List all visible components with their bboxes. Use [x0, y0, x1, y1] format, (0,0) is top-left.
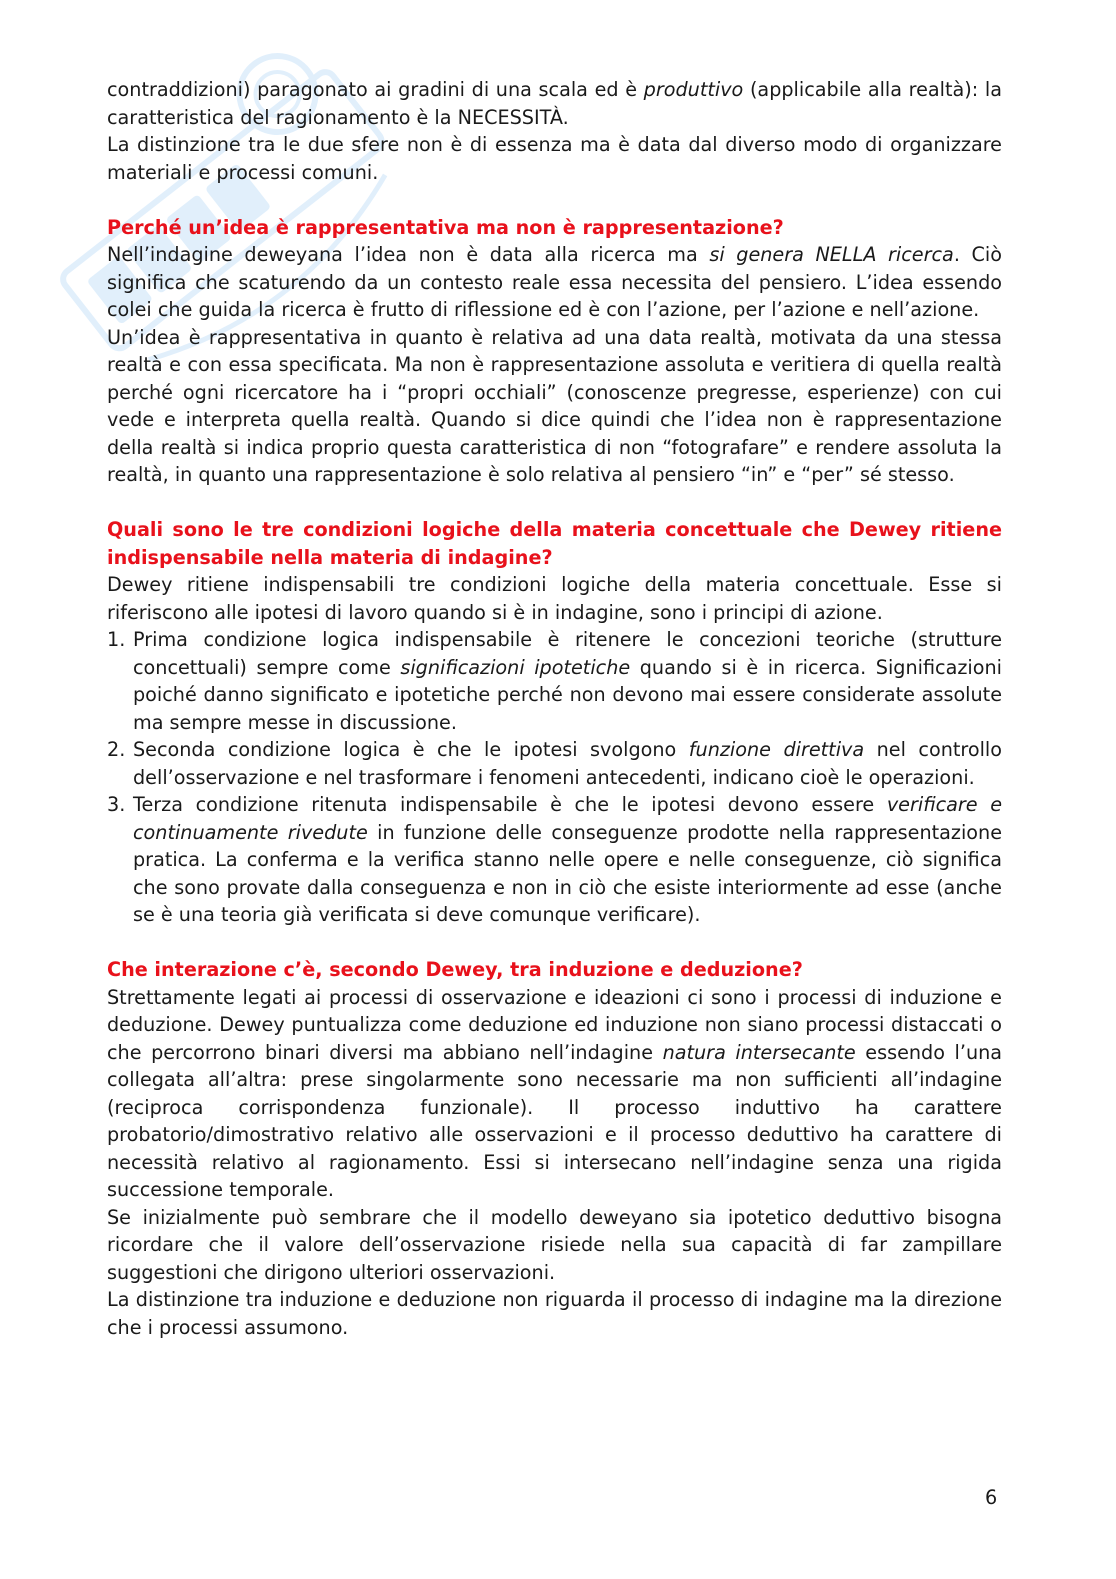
page-number: 6: [985, 1486, 998, 1509]
paragraph: [107, 571, 1002, 626]
text-run: quando si è in ricerca. Significazioni poiché danno significato e ipotetiche perché non devono mai essere considerate assolute ma sempre messe in discussione.: [133, 655, 1002, 734]
text-run: (applicabile alla realtà): la caratteristica del ragionamento è la NECESSITÀ.: [107, 78, 1002, 129]
list-number: 2.: [107, 738, 126, 761]
conditions-list: [107, 626, 1002, 929]
paragraph: [107, 1286, 1002, 1341]
text-run: nel controllo dell’osservazione e nel trasformare i fenomeni antecedenti, indicano cioè le operazioni.: [133, 738, 1002, 789]
list-number: 3.: [107, 793, 126, 816]
document-body: [107, 76, 1002, 1341]
text-run: Terza condizione ritenuta indispensabile è che le ipotesi devono essere: [133, 793, 887, 816]
text-run: Prima condizione logica indispensabile è ritenere le concezioni teoriche (strutture concettuali) sempre come: [133, 628, 1002, 679]
text-run: essendo l’una collegata all’altra: prese singolarmente sono necessarie ma non sufficienti all’indagine (reciproca corrispondenza funzionale). Il processo induttivo ha carattere probatorio/dimostrativo relativo alle osservazioni e il processo deduttivo ha carattere di necessità relativo al ragionamento. Essi si intersecano nell’indagine senza una rigida successione temporale.: [107, 1040, 1003, 1201]
emphasis-text: produttivo: [643, 78, 744, 101]
question-heading: Quali sono le tre condizioni logiche della materia concettuale che Dewey ritiene indispensabile nella materia di indagine?: [107, 518, 1002, 569]
text-run: Strettamente legati ai processi di osservazione e ideazioni ci sono i processi di induzione e deduzione. Dewey puntualizza come deduzione ed induzione non siano processi distaccati o che percorrono binari diversi ma abbiano nell’indagine: [107, 985, 1002, 1064]
emphasis-text: funzione direttiva: [688, 738, 865, 761]
list-text: [133, 626, 1002, 736]
emphasis-text: natura intersecante: [662, 1040, 856, 1064]
list-item: [107, 626, 1002, 736]
text-run: Se inizialmente può sembrare che il modello deweyano sia ipotetico deduttivo bisogna ricordare che il valore dell’osservazione risiede nella sua capacità di far zampillare suggestioni che dirigono ulteriori osservazioni.: [107, 1205, 1002, 1284]
emphasis-text: si genera NELLA ricerca: [709, 243, 954, 266]
text-run: Seconda condizione logica è che le ipotesi svolgono: [133, 738, 689, 761]
emphasis-text: significazioni ipotetiche: [400, 655, 631, 679]
paragraph: [107, 131, 1002, 186]
list-text: [133, 791, 1002, 929]
text-run: La distinzione tra induzione e deduzione non riguarda il processo di indagine ma la direzione che i processi assumono.: [107, 1288, 1002, 1339]
text-run: . Ciò significa che scaturendo da un contesto reale essa necessita del pensiero. L’idea essendo colei che guida la ricerca è frutto di riflessione ed è con l’azione, per l’azione e nell’azione.: [107, 243, 1002, 321]
paragraph: [107, 241, 1002, 324]
text-run: Nell’indagine deweyana l’idea non è data alla ricerca ma: [107, 243, 710, 266]
list-text: [133, 736, 1002, 791]
text-run: contraddizioni) paragonato ai gradini di una scala ed è: [107, 78, 644, 101]
paragraph: [107, 1204, 1002, 1287]
paragraph: [107, 324, 1002, 489]
text-run: Un’idea è rappresentativa in quanto è relativa ad una data realtà, motivata da una stessa realtà e con essa specificata. Ma non è rappresentazione assoluta e veritiera di quella realtà perché ogni ricercatore ha i “propri occhiali” (conoscenze pregresse, esperienze) con cui vede e interpreta quella realtà. Quando si dice quindi che l’idea non è rappresentazione della realtà si indica proprio questa caratteristica di non “fotografare” e rendere assoluta la realtà, in quanto una rappresentazione è solo relativa al pensiero “in” e “per” sé stesso.: [107, 325, 1002, 486]
text-run: Dewey ritiene indispensabili tre condizioni logiche della materia concettuale. Esse si riferiscono alle ipotesi di lavoro quando si è in indagine, sono i principi di azione.: [107, 573, 1002, 624]
paragraph: [107, 76, 1002, 131]
text-run: in funzione delle conseguenze prodotte nella rappresentazione pratica. La conferma e la verifica stanno nelle opere e nelle conseguenze, ciò significa che sono provate dalla conseguenza e non in ciò che esiste interiormente ad esse (anche se è una teoria già verificata si deve comunque verificare).: [133, 820, 1002, 926]
emphasis-text: verificare e continuamente rivedute: [133, 793, 1002, 844]
list-number: 1.: [107, 628, 126, 651]
list-item: [107, 736, 1002, 791]
list-item: [107, 791, 1002, 929]
question-heading: Perché un’idea è rappresentativa ma non è rappresentazione?: [107, 215, 784, 239]
question-heading: Che interazione c’è, secondo Dewey, tra induzione e deduzione?: [107, 958, 803, 981]
text-run: La distinzione tra le due sfere non è di essenza ma è data dal diverso modo di organizzare materiali e processi comuni.: [107, 133, 1002, 184]
paragraph: [107, 984, 1002, 1204]
